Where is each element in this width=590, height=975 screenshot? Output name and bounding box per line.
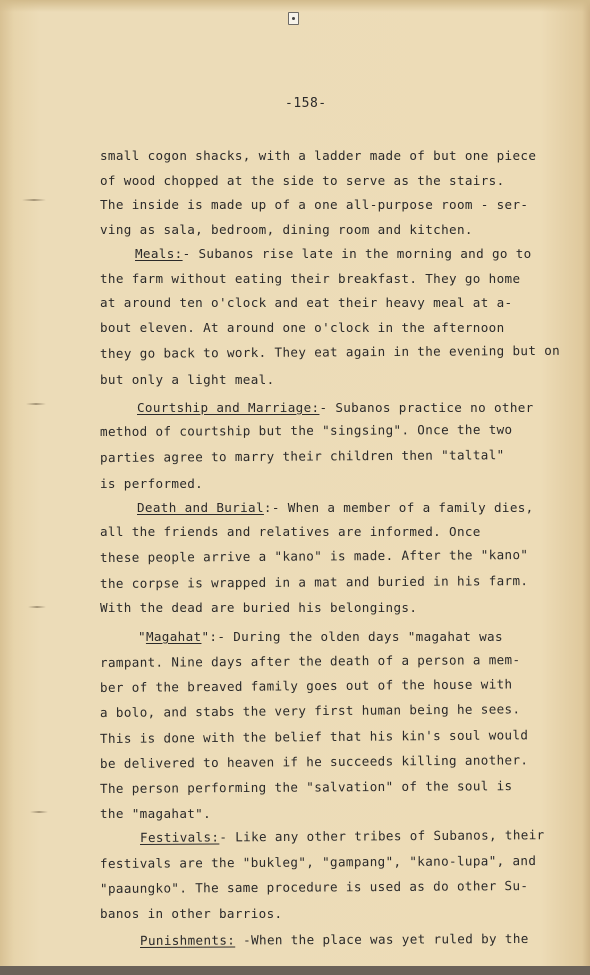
line-text: - Subanos rise late in the morning and go to <box>182 246 532 261</box>
text-line <box>100 652 521 670</box>
line-text: ving as sala, bedroom, dining room and kitchen. <box>100 222 473 237</box>
text-line <box>100 222 473 237</box>
line-text: ber of the breaved family goes out of the house with <box>99 676 513 695</box>
text-line <box>100 806 211 821</box>
text-line <box>100 524 481 539</box>
page-top-edge <box>0 0 590 12</box>
line-text: :- When a member of a family dies, <box>263 500 534 515</box>
text-line <box>138 629 503 644</box>
page-number: -158- <box>285 96 327 111</box>
section-heading: Punishments: <box>139 932 236 948</box>
section-heading: Death and Burial <box>137 500 264 515</box>
line-text: parties agree to marry their children then "taltal" <box>99 447 505 465</box>
section-heading: Courtship and Marriage: <box>137 400 320 415</box>
margin-mark <box>26 403 46 405</box>
text-line <box>137 400 534 415</box>
pin-icon <box>288 12 299 25</box>
text-line <box>135 246 532 261</box>
line-text: - Like any other tribes of Subanos, their <box>219 827 545 845</box>
text-line <box>140 931 529 948</box>
line-text: banos in other barrios. <box>100 906 283 921</box>
line-text: is performed. <box>100 476 204 491</box>
line-text: all the friends and relatives are informed. Once <box>100 524 481 539</box>
line-text: be delivered to heaven if he succeeds killing another. <box>99 752 529 771</box>
line-text: small cogon shacks, with a ladder made of but one piece <box>100 148 537 163</box>
line-text: they go back to work. They eat again in the evening but on <box>99 342 561 361</box>
line-text: method of courtship but the "singsing". Once the two <box>99 421 513 439</box>
text-line <box>100 701 521 720</box>
line-text: a bolo, and stabs the very first human being he sees. <box>99 701 521 720</box>
text-line <box>140 827 545 845</box>
text-line <box>100 476 203 491</box>
text-line <box>100 343 560 361</box>
margin-mark <box>30 811 48 813</box>
line-text: "paaungko". The same procedure is used as do other Su- <box>99 878 529 896</box>
text-line <box>100 573 528 591</box>
line-text: the corpse is wrapped in a mat and buried in his farm. <box>99 573 529 591</box>
text-line <box>100 197 528 212</box>
text-line <box>100 727 528 746</box>
line-text: With the dead are buried his belongings. <box>100 600 418 615</box>
line-text: -When the place was yet ruled by the <box>235 930 529 948</box>
text-line <box>100 320 505 335</box>
text-line <box>100 778 513 796</box>
line-text: ":- During the olden days "magahat was <box>201 629 503 644</box>
text-line <box>100 148 536 163</box>
margin-mark <box>22 199 46 201</box>
text-line <box>100 853 536 871</box>
section-heading: Festivals: <box>139 829 220 845</box>
section-heading: Meals: <box>135 246 183 261</box>
line-text: The person performing the "salvation" of the soul is <box>99 778 513 796</box>
text-line <box>100 676 513 695</box>
line-text: the "magahat". <box>100 806 212 821</box>
line-text: but only a light meal. <box>100 372 275 387</box>
line-text: of wood chopped at the side to serve as the stairs. <box>100 173 505 188</box>
line-text: festivals are the "bukleg", "gampang", "kano-lupa", and <box>99 852 537 871</box>
text-line <box>100 295 512 310</box>
line-text: bout eleven. At around one o'clock in the afternoon <box>100 320 505 335</box>
line-text: at around ten o'clock and eat their heavy meal at a- <box>100 295 513 310</box>
text-line <box>100 173 505 188</box>
text-line <box>100 372 275 387</box>
line-text: This is done with the belief that his kin's soul would <box>99 727 529 746</box>
line-text: The inside is made up of a one all-purpose room - ser- <box>100 197 529 212</box>
line-text: rampant. Nine days after the death of a person a mem- <box>99 652 521 670</box>
text-line <box>100 422 513 439</box>
scan-footer-strip <box>0 966 590 975</box>
line-text: the farm without eating their breakfast. They go home <box>100 271 521 286</box>
line-text: these people arrive a "kano" is made. After the "kano" <box>99 547 529 565</box>
text-line <box>100 878 528 896</box>
text-line <box>100 271 520 286</box>
text-line <box>100 447 505 465</box>
text-line <box>100 906 282 921</box>
section-heading: Magahat <box>145 629 202 644</box>
heading-quote: " <box>138 629 146 644</box>
text-line <box>100 547 528 565</box>
text-line <box>100 752 528 771</box>
text-line <box>100 600 417 615</box>
line-text: - Subanos practice no other <box>319 400 534 415</box>
text-line <box>137 500 534 515</box>
margin-mark <box>28 606 46 608</box>
